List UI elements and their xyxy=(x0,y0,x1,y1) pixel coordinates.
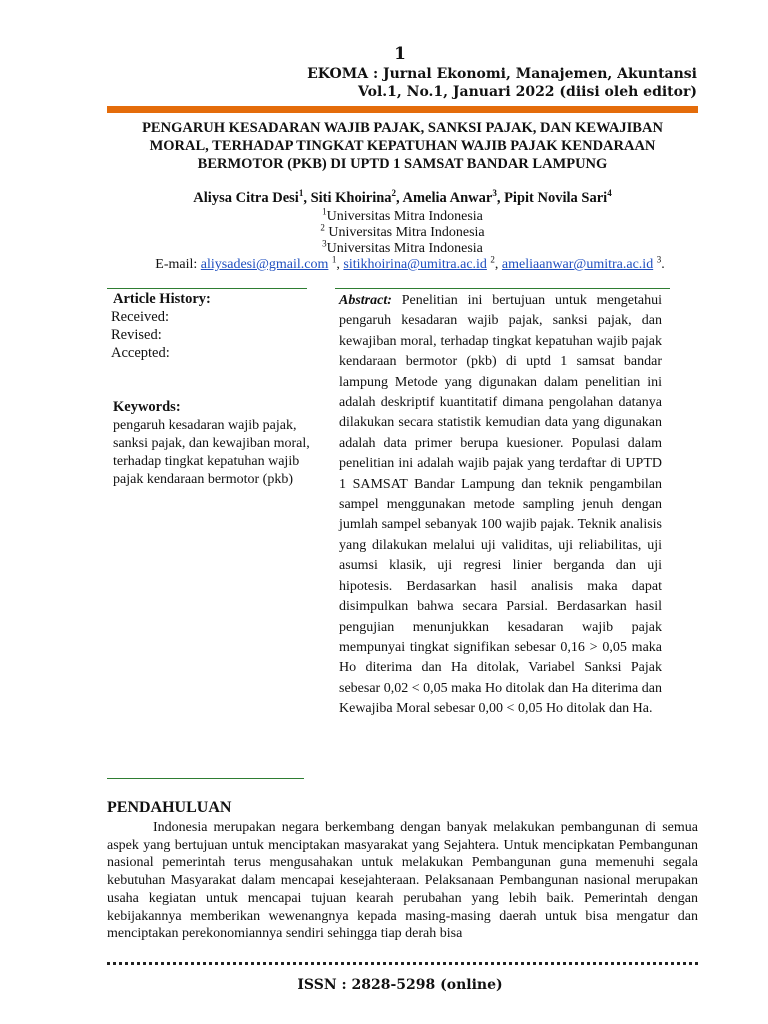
page-number: 1 xyxy=(394,44,406,64)
received-label: Received: xyxy=(111,309,169,325)
author-sup: 1 xyxy=(298,188,304,199)
affiliation-sup: 1 xyxy=(322,206,327,217)
abstract-divider xyxy=(335,288,670,289)
email-link[interactable]: ameliaanwar@umitra.ac.id xyxy=(501,257,654,272)
author-list: Aliysa Citra Desi$^1$, Siti Khoirina$^2$, Amelia Anwar$^3$, Pipit Novila Sari$^4$ xyxy=(193,188,612,206)
keywords-footer-divider xyxy=(107,778,304,779)
affiliation-sup: 2 xyxy=(320,222,325,233)
abstract-text: Penelitian ini bertujuan untuk mengetahui pengaruh kesadaran wajib pajak, sanksi pajak, dan kewajiban moral, terhadap tingkat kepatuhan wajib pajak kendaraan bermotor (pkb) di uptd 1 samsat bandar lampung Metode yang digunakan dalam penelitian ini adalah deskriptif kuantitatif dimana pengolahan datanya dilakukan secara statistik kemudian data yang digunakan adalah data primer berupa kuesioner. Populasi dalam penelitian ini adalah wajib pajak yang terdaftar di UPTD 1 SAMSAT Bandar Lampung dan teknik pengambilan sampel menggunakan metode sampling jenuh dengan jumlah sampel sebanyak 100 wajib pajak. Teknik analisis yang dilakukan melalui uji validitas, uji reliabilitas, uji asumsi klasik, uji regresi linier berganda dan uji hipotesis. Berdasarkan hasil analisis maka dapat disimpulkan bahwa secara Parsial. Berdasarkan hasil pengujian menunjukkan kesadaran wajib pajak mempunyai tingkat signifikan sebesar 0,16 > 0,05 maka Ho diterima dan Ha ditolak, Variabel Sanksi Pajak sebesar 0,02 < 0,05 maka Ho ditolak dan Ha diterima dan Kewajiba Moral sebesar 0,00 < 0,05 Ho ditolak dan Ha. xyxy=(339,293,662,717)
author-name: Amelia Anwar xyxy=(402,190,493,206)
author-sup: 4 xyxy=(607,188,612,199)
journal-name: EKOMA : Jurnal Ekonomi, Manajemen, Akuntansi xyxy=(307,66,697,82)
introduction-paragraph: Indonesia merupakan negara berkembang dengan banyak melakukan pembangunan di semua aspek yang bertujuan untuk menciptakan masyarakat yang Sejahtera. Untuk mencipkatan Pembangunan nasional pemerintah terus mengusahakan untuk melakukan Pembangunan guna memenuhi segala kebutuhan Masyarakat dalam mencapai kesejahteraan. Pelaksanaan Pembangunan nasional merupakan usaha kegiatan untuk mencapai tujuan kearah perubahan yang lebih baik. Pemerintah dengan kebijakannya memberikan wewenangnya kepada masing-masing daerah untuk bisa mengatur dan menciptakan perekonomiannya sendiri sehingga tiap derah bisa xyxy=(107,820,698,942)
keywords-heading: Keywords: xyxy=(113,399,181,415)
revised-label: Revised: xyxy=(111,327,162,343)
article-title: PENGARUH KESADARAN WAJIB PAJAK, SANKSI PAJAK, DAN KEWAJIBAN MORAL, TERHADAP TINGKAT KEPATUHAN WAJIB PAJAK KENDARAAN BERMOTOR (PKB) DI UPTD 1 SAMSAT BANDAR LAMPUNG xyxy=(142,120,663,172)
author-name: Aliysa Citra Desi xyxy=(193,190,299,206)
affiliation xyxy=(107,206,698,225)
section-heading: PENDAHULUAN xyxy=(107,799,232,816)
email-sup: 1 xyxy=(331,254,337,265)
author-name: Pipit Novila Sari xyxy=(504,190,608,206)
email-sup: 2 xyxy=(490,254,495,265)
email-label: E-mail: xyxy=(155,257,198,272)
history-divider xyxy=(107,288,307,289)
email-line: E-mail: aliysadesi@gmail.com $^1$, sitikhoirina@umitra.ac.id $^2$, ameliaanwar@umitra.ac.id $^3$. xyxy=(155,254,665,272)
affiliation-name: Universitas Mitra Indonesia xyxy=(328,225,485,240)
affiliation xyxy=(107,238,698,257)
affiliation-name: Universitas Mitra Indonesia xyxy=(326,241,483,256)
email-sup: 3 xyxy=(656,254,662,265)
issn: ISSN : 2828-5298 (online) xyxy=(297,977,503,993)
footer-dotted-rule xyxy=(107,962,698,965)
affiliation-sup: 3 xyxy=(322,238,327,249)
affiliation xyxy=(107,222,698,241)
author-name: Siti Khoirina xyxy=(310,190,392,206)
journal-volume: Vol.1, No.1, Januari 2022 (diisi oleh editor) xyxy=(358,84,697,100)
affiliation-name: Universitas Mitra Indonesia xyxy=(326,209,483,224)
email-link[interactable]: sitikhoirina@umitra.ac.id xyxy=(343,257,487,272)
header-divider xyxy=(107,106,698,113)
author-sup: 2 xyxy=(391,188,397,199)
keywords-text: pengaruh kesadaran wajib pajak, sanksi pajak, dan kewajiban moral, terhadap tingkat kepatuhan wajib pajak kendaraan bermotor (pkb) xyxy=(113,418,310,487)
abstract xyxy=(339,291,662,720)
abstract-label: Abstract: xyxy=(339,293,392,308)
accepted-label: Accepted: xyxy=(111,345,170,361)
author-sup: 3 xyxy=(492,188,497,199)
article-history-heading: Article History: xyxy=(113,291,211,307)
email-link[interactable]: aliysadesi@gmail.com xyxy=(200,257,329,272)
